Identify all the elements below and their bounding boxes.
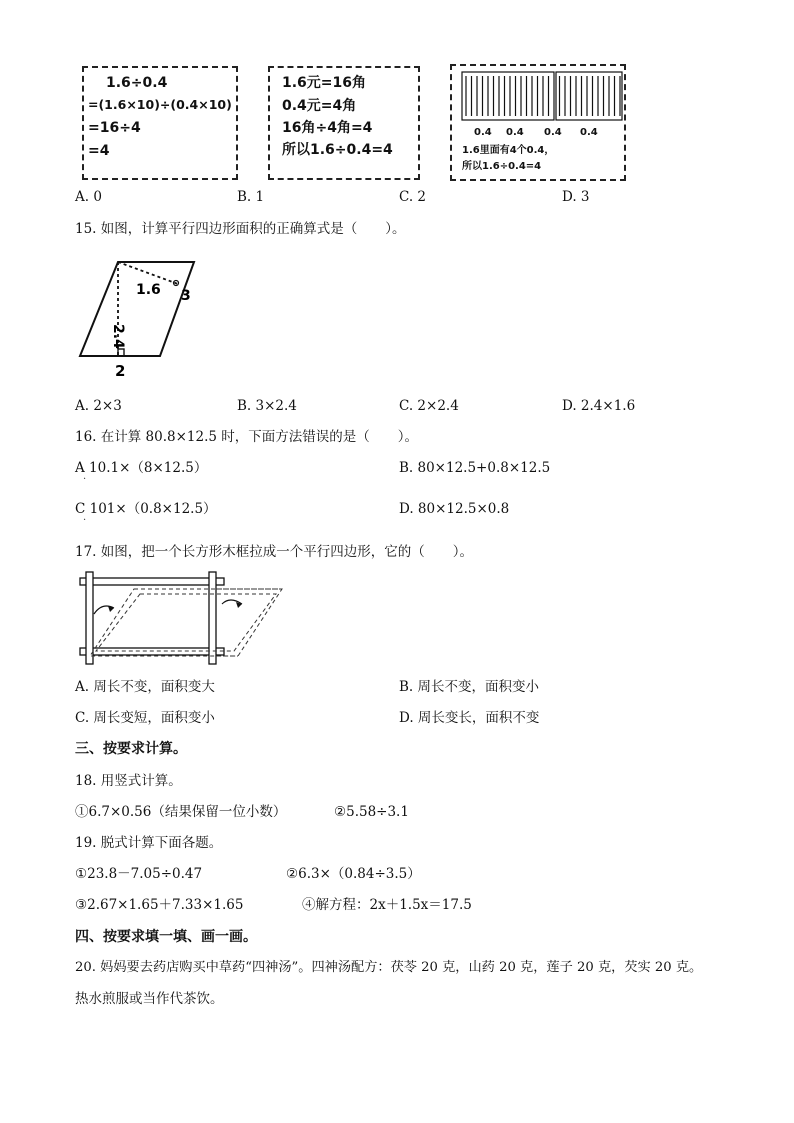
q20-stem-line-2: 热水煎服或当作代茶饮。 (75, 991, 224, 1007)
q14-option-d[interactable]: D. 3 (562, 189, 590, 205)
q20-stem-line-1: 20. 妈妈要去药店购买中草药“四神汤”。四神汤配方：茯苓 20 克，山药 20 克，莲子 20 克，芡实 20 克。 (75, 960, 703, 975)
q14-box-c-bars (452, 66, 626, 126)
q14-box-c (450, 64, 626, 181)
q14-box-b-line: 所以1.6÷0.4=4 (282, 142, 393, 158)
q15-option-a[interactable]: A. 2×3 (75, 398, 122, 414)
q14-box-c-tick: 0.4 (474, 127, 492, 138)
q14-option-a[interactable]: A. 0 (75, 189, 102, 205)
q18-stem: 18. 用竖式计算。 (75, 773, 182, 789)
q17-option-b[interactable]: B. 周长不变，面积变小 (399, 679, 540, 695)
q15-stem (75, 220, 406, 238)
q15-parallelogram-figure (74, 252, 214, 382)
q16-option-d[interactable]: D. 80×12.5×0.8 (399, 501, 510, 517)
q15-option-b[interactable]: B. 3×2.4 (237, 398, 297, 414)
q14-box-a-line: 1.6÷0.4 (106, 75, 168, 91)
q19-item-3: ③2.67×1.65＋7.33×1.65 (75, 897, 244, 913)
q16-option-c-dot: · (83, 515, 87, 526)
q16-stem-text: 16. 在计算 80.8×12.5 时，下面方法错误的是（ (75, 429, 370, 445)
q14-box-c-line: 1.6里面有4个0.4， (462, 145, 555, 156)
q15-label-side: 3 (181, 288, 191, 304)
q14-box-a (82, 66, 238, 180)
q16-stem (75, 428, 418, 446)
q18-item-1: ①6.7×0.56（结果保留一位小数） (75, 804, 287, 820)
q17-stem (75, 543, 473, 561)
q14-box-c-line: 所以1.6÷0.4=4 (462, 161, 542, 172)
q14-box-a-line: =(1.6×10)÷(0.4×10) (88, 97, 232, 112)
section-4-heading: 四、按要求填一填、画一画。 (75, 929, 257, 945)
q17-option-c[interactable]: C. 周长变短，面积变小 (75, 710, 215, 726)
section-3-heading: 三、按要求计算。 (75, 741, 187, 757)
q16-option-b[interactable]: B. 80×12.5+0.8×12.5 (399, 460, 551, 476)
q14-box-b (268, 66, 420, 180)
q17-stem-end: ）。 (452, 544, 474, 560)
q18-item-2: ②5.58÷3.1 (334, 804, 409, 820)
q14-box-a-line: =16÷4 (88, 120, 141, 136)
q16-option-a-dot: · (83, 474, 87, 485)
q15-option-c[interactable]: C. 2×2.4 (399, 398, 459, 414)
q16-option-a[interactable]: A 10.1×（8×12.5） (75, 460, 208, 476)
q17-stem-text: 17. 如图，把一个长方形木框拉成一个平行四边形，它的（ (75, 544, 425, 560)
q14-box-b-line: 1.6元=16角 (282, 75, 367, 91)
q19-item-1: ①23.8－7.05÷0.47 (75, 866, 203, 882)
q15-label-height: 2.4 (110, 324, 126, 349)
q14-option-c[interactable]: C. 2 (399, 189, 427, 205)
q14-box-c-tick: 0.4 (580, 127, 598, 138)
q15-label-base: 2 (115, 362, 126, 380)
q15-label-slant-height: 1.6 (136, 282, 161, 298)
q16-option-c[interactable]: C 101×（0.8×12.5） (75, 501, 217, 517)
q19-item-2: ②6.3×（0.84÷3.5） (286, 866, 421, 882)
q17-frame-figure (76, 570, 296, 670)
q15-option-d[interactable]: D. 2.4×1.6 (562, 398, 636, 414)
q15-stem-end: ）。 (385, 221, 406, 237)
q14-box-b-line: 16角÷4角=4 (282, 120, 373, 136)
q14-box-b-line: 0.4元=4角 (282, 98, 357, 114)
q14-box-a-line: =4 (88, 143, 110, 159)
q15-stem-text: 15. 如图，计算平行四边形面积的正确算式是（ (75, 221, 358, 237)
q14-box-c-tick: 0.4 (506, 127, 524, 138)
q17-option-a[interactable]: A. 周长不变，面积变大 (75, 679, 215, 695)
q19-stem: 19. 脱式计算下面各题。 (75, 835, 223, 851)
q14-box-c-tick: 0.4 (544, 127, 562, 138)
q16-stem-end: ）。 (397, 429, 419, 445)
q19-item-4: ④解方程：2x＋1.5x＝17.5 (302, 897, 472, 913)
q14-option-b[interactable]: B. 1 (237, 189, 265, 205)
q17-option-d[interactable]: D. 周长变长，面积不变 (399, 710, 540, 726)
